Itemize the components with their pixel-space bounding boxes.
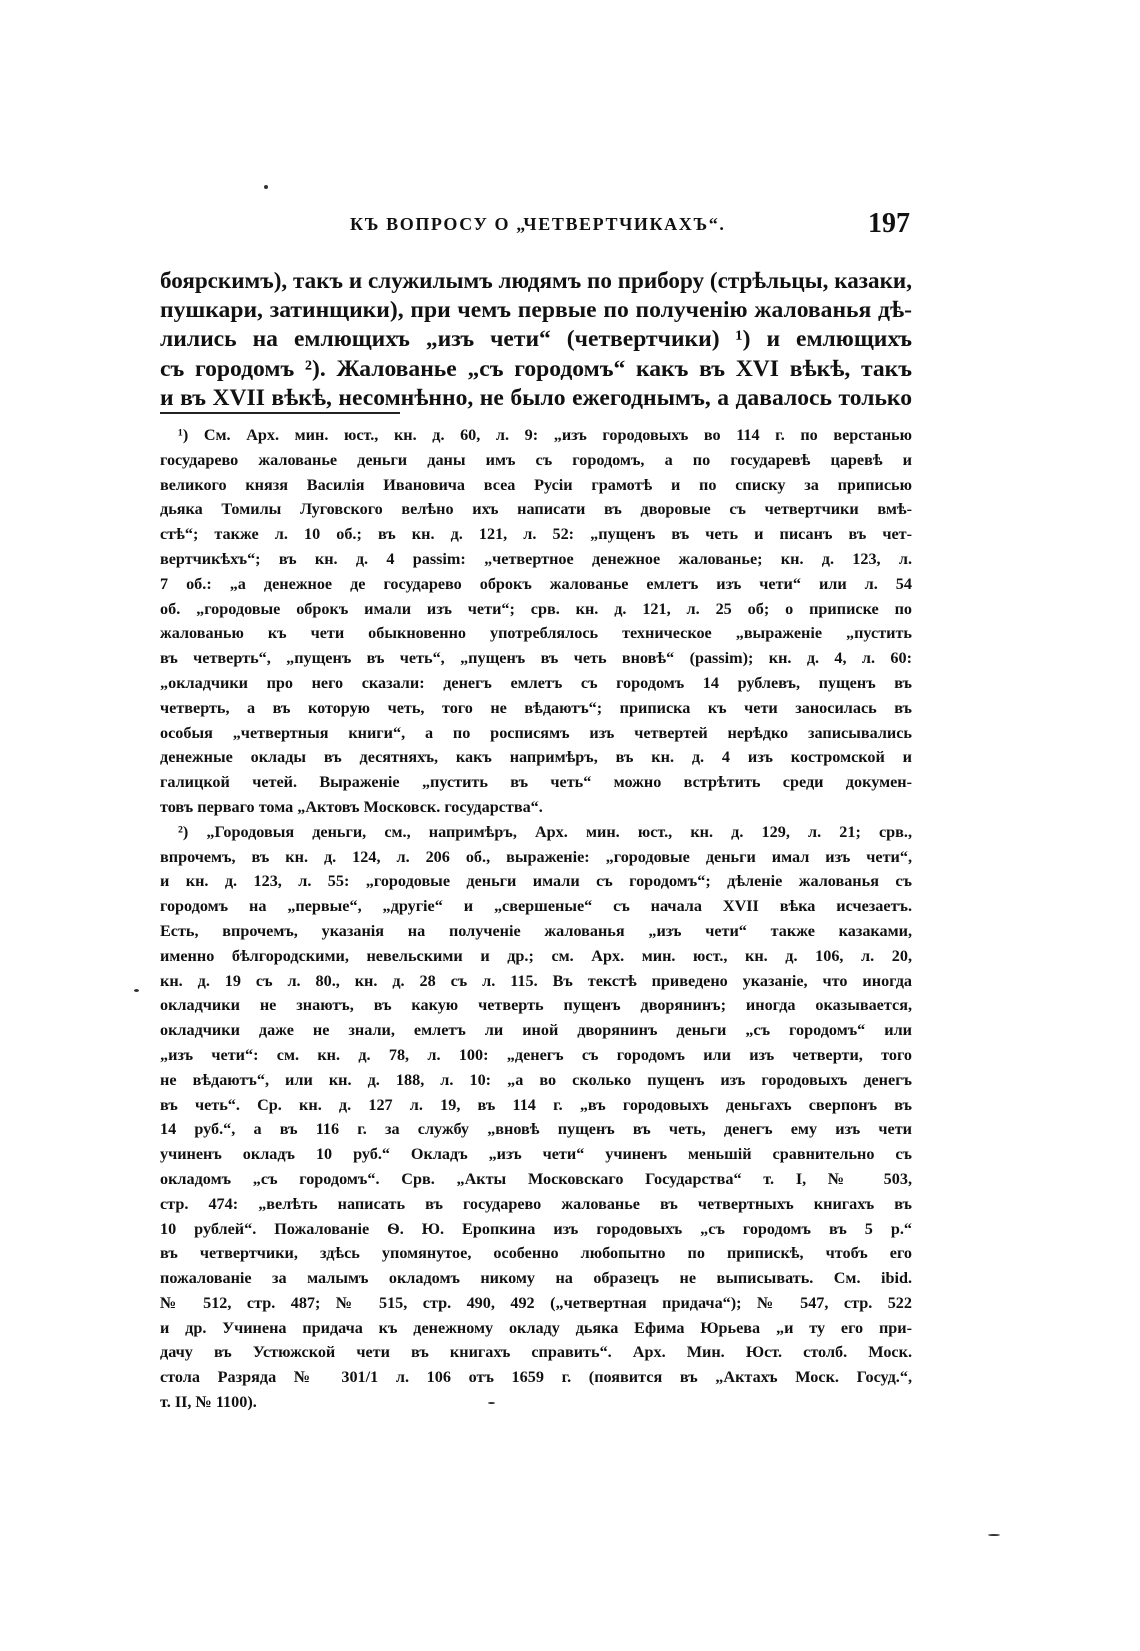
footnote-line: галицкой четей. Выраженіе „пустить въ четь“ можно встрѣтить среди докумен- xyxy=(160,773,912,792)
footnote-line: ²) „Городовыя деньги, см., напримѣръ, Арх. мин. юст., кн. д. 129, л. 21; срв., xyxy=(178,822,912,841)
footnote-line: Есть, впрочемъ, указанія на полученіе жалованья „изъ чети“ также казаками, xyxy=(160,921,912,940)
footnote-line: впрочемъ, въ кн. д. 124, л. 206 об., выраженіе: „городовые деньги имал изъ чети“, xyxy=(160,847,912,866)
footnote-line: въ четвертчики, здѣсь упомянутое, особенно любопытно по припискѣ, чтобъ его xyxy=(160,1244,912,1263)
footnote-line: особыя „четвертныя книги“, а по росписямъ изъ четвертей нерѣдко записывались xyxy=(160,723,912,742)
footnote-line: 10 рублей“. Пожалованіе Ѳ. Ю. Еропкина изъ городовыхъ „съ городомъ въ 5 р.“ xyxy=(160,1219,912,1238)
footnote-line: государево жалованье деньги даны имъ съ городомъ, а по государевѣ царевѣ и xyxy=(160,450,912,469)
scan-speck xyxy=(264,185,268,189)
footnote-line: въ четверть“, „пущенъ въ четь“, „пущенъ въ четь вновѣ“ (passim); кн. д. 4, л. 60: xyxy=(160,649,912,668)
main-text-line: боярскимъ), такъ и служилымъ людямъ по прибору (стрѣльцы, казаки, xyxy=(160,267,912,293)
running-title: КЪ ВОПРОСУ О „ЧЕТВЕРТЧИКАХЪ“. xyxy=(350,214,726,234)
main-text-line: лились на емлющихъ „изъ чети“ (четвертчики) ¹) и емлющихъ xyxy=(160,326,912,353)
footnote-line: учиненъ окладъ 10 руб.“ Окладъ „изъ чети“ учиненъ меньшій сравнительно съ xyxy=(160,1145,912,1164)
footnote-line: окладчики даже не знали, емлетъ ли иной дворянинъ деньги „съ городомъ“ или xyxy=(160,1021,912,1040)
footnote-2 xyxy=(160,820,912,1415)
footnote-line: дачу въ Устюжской чети въ книгахъ справить“. Арх. Мин. Юст. столб. Моск. xyxy=(160,1343,912,1362)
footnote-line: денежные оклады въ десятняхъ, какъ напримѣръ, въ кн. д. 4 изъ костромской и xyxy=(160,748,912,767)
footnote-line: вертчикѣхъ“; въ кн. д. 4 passim: „четвертное денежное жалованье; кн. д. 123, л. xyxy=(160,549,912,568)
footnote-line: и кн. д. 123, л. 55: „городовые деньги имали съ городомъ“; дѣленіе жалованья съ xyxy=(160,872,912,891)
footnote-line: великого князя Василія Ивановича всеа Русіи грамотѣ и по списку за приписью xyxy=(160,475,912,494)
footnote-line: не вѣдаютъ“, или кн. д. 188, л. 10: „а во сколько пущенъ изъ городовыхъ денегъ xyxy=(160,1070,912,1089)
footnote-line: № 512, стр. 487; № 515, стр. 490, 492 („четвертная придача“); № 547, стр. 522 xyxy=(160,1293,912,1312)
main-text xyxy=(160,266,912,414)
footnote-line: „изъ чети“: см. кн. д. 78, л. 100: „денегъ съ городомъ или изъ четверти, того xyxy=(160,1045,912,1064)
scan-speck xyxy=(988,1534,1000,1536)
footnote-line: 7 об.: „а денежное де государево оброкъ жалованье емлетъ изъ чети“ или л. 54 xyxy=(160,574,912,593)
footnote-line: четверть, а въ которую четь, того не вѣдаютъ“; приписка къ чети заносилась въ xyxy=(160,698,912,717)
footnote-line: пожалованіе за малымъ окладомъ никому на образецъ не выписывать. См. ibid. xyxy=(160,1269,912,1288)
footnote-line: дьяка Томилы Луговского велѣно ихъ написати въ дворовые съ четвертчики вмѣ- xyxy=(160,500,912,519)
main-text-line: съ городомъ ²). Жалованье „съ городомъ“ какъ въ XVI вѣкѣ, такъ xyxy=(160,355,912,382)
footnote-line: т. II, № 1100). xyxy=(160,1393,257,1412)
footnote-line: стола Разряда № 301/1 л. 106 отъ 1659 г. (появится въ „Актахъ Моск. Госуд.“, xyxy=(160,1368,912,1387)
footnote-line: „окладчики про него сказали: денегъ емлетъ съ городомъ 14 рублевъ, пущенъ въ xyxy=(160,673,912,692)
scan-speck xyxy=(134,989,139,992)
scan-speck xyxy=(488,1402,495,1404)
footnote-line: стѣ“; также л. 10 об.; въ кн. д. 121, л. 52: „пущенъ въ четь и писанъ въ чет- xyxy=(160,525,912,544)
footnote-line: окладомъ „съ городомъ“. Срв. „Акты Московскаго Государства“ т. I, № 503, xyxy=(160,1169,912,1188)
footnote-line: кн. д. 19 съ л. 80., кн. д. 28 съ л. 115. Въ текстѣ приведено указаніе, что иногда xyxy=(160,971,912,990)
footnote-line: въ четь“. Ср. кн. д. 127 л. 19, въ 114 г. „въ городовыхъ деньгахъ сверпонъ въ xyxy=(160,1095,912,1114)
page-header xyxy=(160,208,910,244)
footnote-line: и др. Учинена придача къ денежному окладу дьяка Ефима Юрьева „и ту его при- xyxy=(160,1318,912,1337)
footnote-line: окладчики не знаютъ, въ какую четверть пущенъ дворянинъ; иногда оказывается, xyxy=(160,996,912,1015)
main-text-line: пушкари, затинщики), при чемъ первые по полученію жалованья дѣ- xyxy=(160,296,912,323)
footnote-line: 14 руб.“, а въ 116 г. за службу „вновѣ пущенъ въ четь, денегъ ему изъ чети xyxy=(160,1120,912,1139)
footnote-1 xyxy=(160,423,912,820)
footnote-separator xyxy=(160,412,400,414)
footnote-line: стр. 474: „велѣть написать въ государево жалованье въ четвертныхъ книгахъ въ xyxy=(160,1194,912,1213)
footnote-line: городомъ на „первые“, „другіе“ и „свершеные“ съ начала XVII вѣка исчезаетъ. xyxy=(160,897,912,916)
footnote-line: ¹) См. Арх. мин. юст., кн. д. 60, л. 9: „изъ городовыхъ во 114 г. по верстанью xyxy=(178,426,912,444)
footnote-line: товъ перваго тома „Актовъ Московск. государства“. xyxy=(160,797,543,816)
footnotes xyxy=(160,423,912,1415)
footnote-line: об. „городовые оброкъ имали изъ чети“; срв. кн. д. 121, л. 25 об; о приписке по xyxy=(160,599,912,618)
page-number: 197 xyxy=(868,208,910,239)
footnote-line: жалованью къ чети обыкновенно употреблялось техническое „выраженіе „пустить xyxy=(160,624,912,643)
footnote-line: именно бѣлгородскими, невельскими и др.; см. Арх. мин. юст., кн. д. 106, л. 20, xyxy=(160,946,912,965)
main-text-line: и въ XVII вѣкѣ, несомнѣнно, не было ежегоднымъ, а давалось только xyxy=(160,385,912,412)
